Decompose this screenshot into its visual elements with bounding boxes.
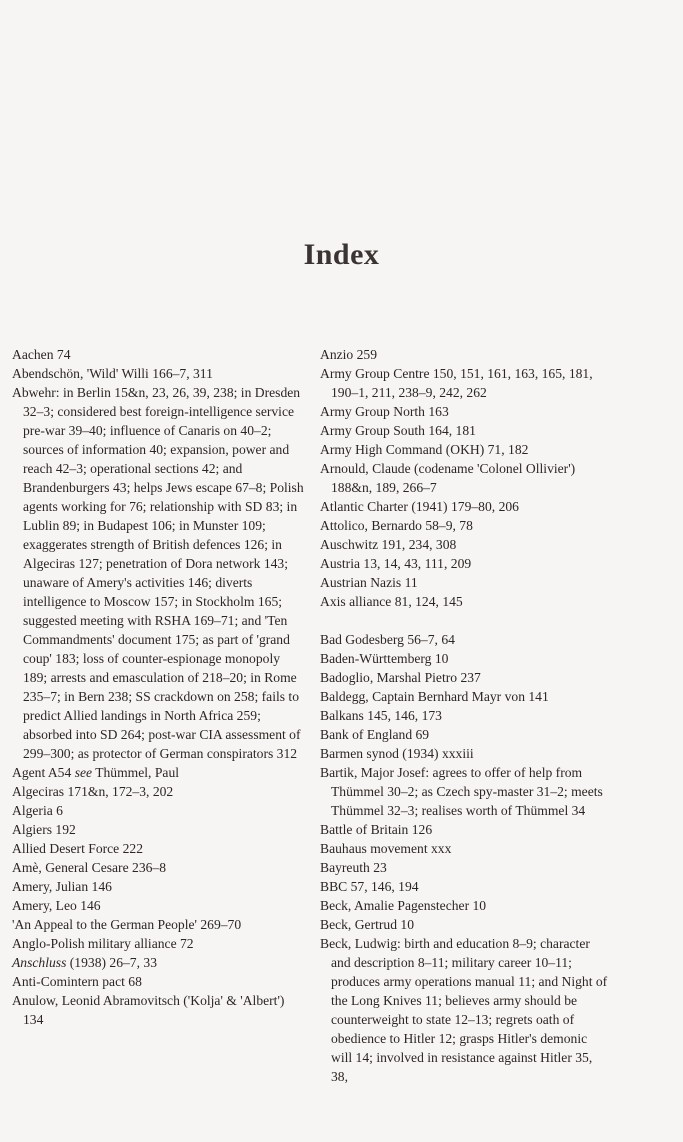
index-entry: Beck, Amalie Pagenstecher 10 <box>320 898 487 913</box>
index-entry: Baden-Württemberg 10 <box>320 651 449 666</box>
index-entry: Bank of England 69 <box>320 727 430 742</box>
index-entry: Bayreuth 23 <box>320 860 387 875</box>
index-entry: Amè, General Cesare 236–8 <box>12 860 167 875</box>
index-entry: Axis alliance 81, 124, 145 <box>320 594 463 609</box>
index-entry: Battle of Britain 126 <box>320 822 433 837</box>
index-entry: Algeciras 171&n, 172–3, 202 <box>12 784 174 799</box>
index-entry: Anzio 259 <box>320 347 378 362</box>
index-entry: Army Group North 163 <box>320 404 449 419</box>
index-entry: Abwehr: in Berlin 15&n, 23, 26, 39, 238; in Dresden 32–3; considered best foreign-intelligence service pre-war 39–40; influence of Canaris on 40–2; sources of information 40; expansion, power and reach 42–3; operational sections 42; and Brandenburgers 43; helps Jews escape 67–8; Polish agents working for 76; relationship with SD 83; in Lublin 89; in Budapest 106; in Munster 109; exaggerates strength of British defences 126; in Algeciras 127; penetration of Dora network 143; unaware of Amery's activities 146; diverts intelligence to Moscow 157; in Stockholm 165; suggested meeting with RSHA 169–71; and 'Ten Commandments' document 175; as part of 'grand coup' 183; loss of counter-espionage monopoly 189; arrests and emasculation of 218–20; in Rome 235–7; in Bern 238; SS crackdown on 258; fails to predict Allied landings in North Africa 259; absorbed into SD 264; post-war CIA assessment of 299–300; as protector of German conspirators 312 <box>12 385 304 761</box>
index-entry: Algeria 6 <box>12 803 63 818</box>
index-entry <box>12 953 304 972</box>
italic-term: Anschluss <box>12 955 67 970</box>
index-entry <box>12 763 304 782</box>
index-entry: Baldegg, Captain Bernhard Mayr von 141 <box>320 689 549 704</box>
index-entry: Beck, Ludwig: birth and education 8–9; character and description 8–11; military career 10–11; produces army operations manual 11; and Night of the Long Knives 11; believes army should be counterweight to state 12–13; regrets oath of obedience to Hitler 12; grasps Hitler's demonic will 14; involved in resistance against Hitler 35, 38, <box>320 936 608 1084</box>
index-entry: Bartik, Major Josef: agrees to offer of help from Thümmel 30–2; as Czech spy-master 31–2; meets Thümmel 32–3; realises worth of Thümmel 34 <box>320 765 603 818</box>
index-entry: Allied Desert Force 222 <box>12 841 143 856</box>
index-entry: Bad Godesberg 56–7, 64 <box>320 632 455 647</box>
page-title: Index <box>303 238 380 271</box>
index-entry: Balkans 145, 146, 173 <box>320 708 442 723</box>
index-entry: Bauhaus movement xxx <box>320 841 452 856</box>
section-gap <box>320 611 608 630</box>
index-entry: Army Group Centre 150, 151, 161, 163, 165, 181, 190–1, 211, 238–9, 242, 262 <box>320 366 593 400</box>
index-entry: Arnould, Claude (codename 'Colonel Ollivier') 188&n, 189, 266–7 <box>320 461 576 495</box>
index-entry-text: Agent A54 see Thümmel, Paul <box>12 765 180 780</box>
index-entry: Aachen 74 <box>12 347 71 362</box>
index-entry: Anti-Comintern pact 68 <box>12 974 142 989</box>
index-entry: Amery, Leo 146 <box>12 898 101 913</box>
index-entry: Algiers 192 <box>12 822 76 837</box>
index-entry: Austrian Nazis 11 <box>320 575 418 590</box>
index-entry: Anglo-Polish military alliance 72 <box>12 936 194 951</box>
index-entry: Abendschön, 'Wild' Willi 166–7, 311 <box>12 366 213 381</box>
index-entry: Beck, Gertrud 10 <box>320 917 414 932</box>
index-entry: Auschwitz 191, 234, 308 <box>320 537 457 552</box>
index-entry: 'An Appeal to the German People' 269–70 <box>12 917 242 932</box>
index-entry: Amery, Julian 146 <box>12 879 112 894</box>
index-entry: Attolico, Bernardo 58–9, 78 <box>320 518 473 533</box>
italic-term: see <box>74 765 93 780</box>
index-entry: Badoglio, Marshal Pietro 237 <box>320 670 481 685</box>
index-entry: Barmen synod (1934) xxxiii <box>320 746 474 761</box>
index-entry: Anulow, Leonid Abramovitsch ('Kolja' & 'Albert') 134 <box>12 993 285 1027</box>
index-entry: Austria 13, 14, 43, 111, 209 <box>320 556 472 571</box>
index-entry: Atlantic Charter (1941) 179–80, 206 <box>320 499 519 514</box>
index-entry: BBC 57, 146, 194 <box>320 879 419 894</box>
index-entry: Army High Command (OKH) 71, 182 <box>320 442 529 457</box>
index-column-right <box>320 345 608 1086</box>
index-entry-text: Anschluss (1938) 26–7, 33 <box>12 955 157 970</box>
index-entry: Army Group South 164, 181 <box>320 423 476 438</box>
index-column-left <box>12 345 304 1029</box>
